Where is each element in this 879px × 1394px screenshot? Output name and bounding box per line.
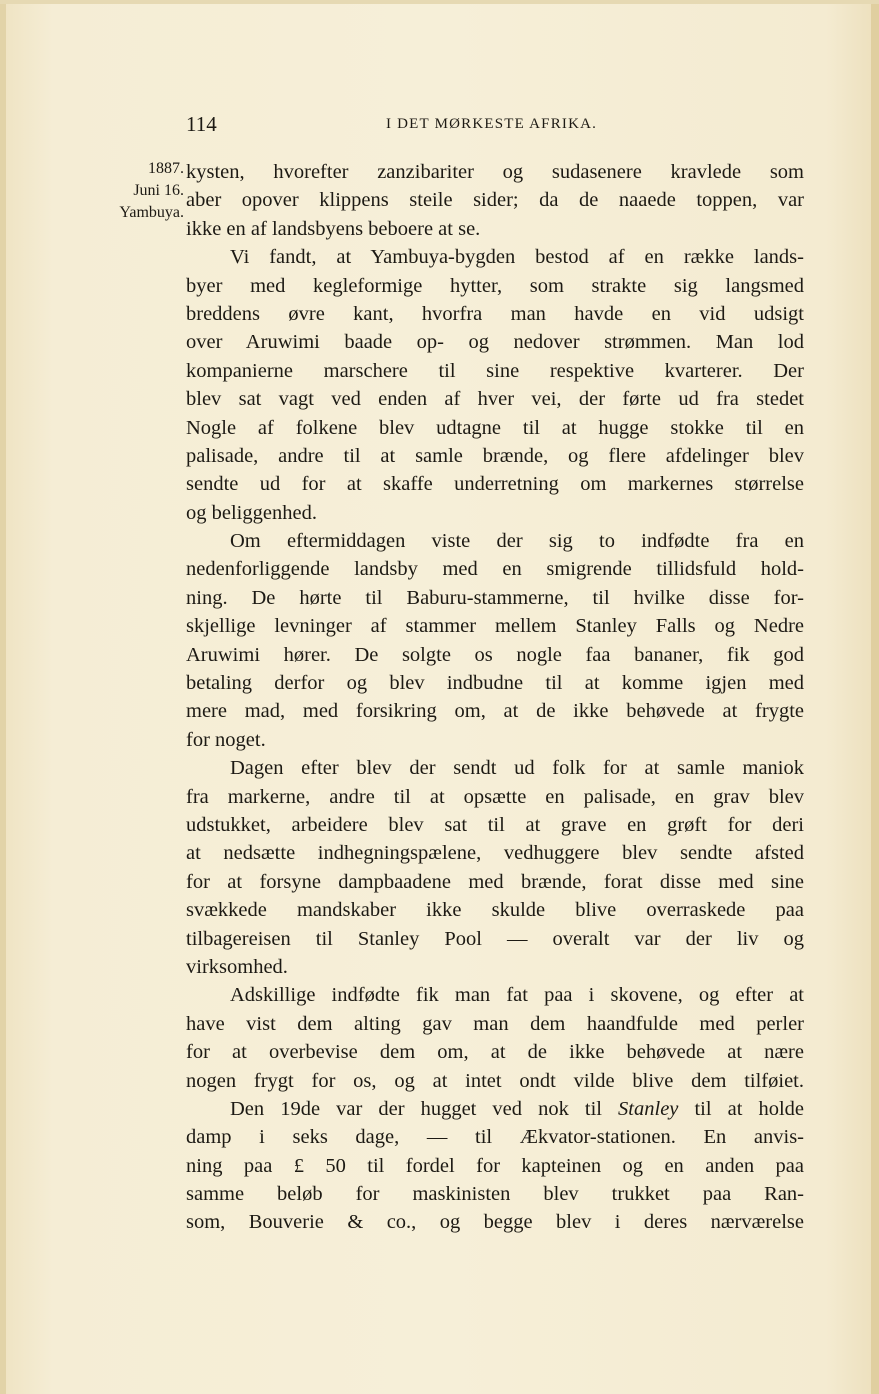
text-line: Om eftermiddagen viste der sig to indfødte fra en — [230, 530, 804, 553]
running-title: I DET MØRKESTE AFRIKA. — [386, 116, 598, 132]
text-line: kysten, hvorefter zanzibariter og sudasenere kravlede som — [186, 161, 804, 183]
text-line: for noget. — [186, 728, 266, 751]
text-line: palisade, andre til at samle brænde, og flere afdelinger blev — [186, 444, 804, 467]
text-line: breddens øvre kant, hvorfra man havde en vid udsigt — [186, 302, 804, 325]
text-line: Adskillige indfødte fik man fat paa i skovene, og efter at — [230, 984, 804, 1007]
page-edge-left — [0, 0, 6, 1394]
text-line: som, Bouverie & co., og begge blev i deres nærværelse — [186, 1211, 804, 1234]
text-line: byer med kegleformige hytter, som strakte sig langsmed — [186, 274, 804, 297]
page-edge-top — [0, 0, 879, 4]
text-line: sendte ud for at skaffe underretning om markernes størrelse — [186, 473, 804, 496]
text-line: ning paa £ 50 til fordel for kapteinen og en anden paa — [186, 1154, 804, 1177]
text-line: ikke en af landsbyens beboere at se. — [186, 217, 481, 240]
text-line: svækkede mandskaber ikke skulde blive overraskede paa — [186, 899, 804, 922]
text-line: Nogle af folkene blev udtagne til at hugge stokke til en — [186, 416, 804, 439]
page-header — [186, 112, 806, 142]
text-line: nogen frygt for os, og at intet ondt vilde blive dem tilføiet. — [186, 1069, 804, 1092]
text-line: og beliggenhed. — [186, 501, 317, 524]
text-line: samme beløb for maskinisten blev trukket paa Ran- — [186, 1183, 804, 1206]
page-number: 114 — [186, 112, 217, 136]
text-line: for at overbevise dem om, at de ikke behøvede at nære — [186, 1041, 804, 1064]
margin-note-year: 1887. — [148, 160, 184, 177]
text-line: Aruwimi hører. De solgte os nogle faa bananer, fik god — [186, 643, 804, 666]
text-line: Den 19de var der hugget ved nok til Stanley til at holde — [230, 1097, 804, 1120]
margin-note-date: Juni 16. — [133, 182, 184, 199]
text-line: Vi fandt, at Yambuya-bygden bestod af en række lands- — [230, 246, 804, 269]
text-line: tilbagereisen til Stanley Pool — overalt var der liv og — [186, 927, 804, 950]
text-line: betaling derfor og blev indbudne til at komme igjen med — [186, 672, 804, 695]
page-edge-right — [871, 0, 879, 1394]
margin-notes — [104, 158, 184, 224]
text-line: kompanierne marschere til sine respektive kvarterer. Der — [186, 359, 804, 382]
text-line: blev sat vagt ved enden af hver vei, der førte ud fra stedet — [186, 388, 804, 411]
text-line: have vist dem alting gav man dem haandfulde med perler — [186, 1012, 804, 1035]
text-line: fra markerne, andre til at opsætte en palisade, en grav blev — [186, 785, 804, 808]
margin-note-place: Yambuya. — [119, 204, 184, 221]
text-line: over Aruwimi baade op- og nedover strømmen. Man lod — [186, 331, 804, 354]
text-line: Dagen efter blev der sendt ud folk for at samle maniok — [230, 757, 804, 780]
text-line: ning. De hørte til Baburu-stammerne, til hvilke disse for- — [186, 586, 804, 609]
text-line: mere mad, med forsikring om, at de ikke behøvede at frygte — [186, 700, 804, 723]
text-line: at nedsætte indhegningspælene, vedhuggere blev sendte afsted — [186, 842, 804, 865]
text-line: damp i seks dage, — til Ækvator-stationen. En anvis- — [186, 1126, 804, 1149]
text-line: for at forsyne dampbaadene med brænde, forat disse med sine — [186, 870, 804, 893]
text-line: skjellige levninger af stammer mellem Stanley Falls og Nedre — [186, 615, 804, 638]
text-line: udstukket, arbeidere blev sat til at grave en grøft for deri — [186, 813, 804, 836]
text-line: aber opover klippens steile sider; da de naaede toppen, var — [186, 189, 804, 212]
body-text — [186, 158, 804, 1237]
ship-name: Stanley — [618, 1097, 679, 1120]
text-line: nedenforliggende landsby med en smigrende tillidsfuld hold- — [186, 558, 804, 581]
text-line: virksomhed. — [186, 955, 288, 978]
